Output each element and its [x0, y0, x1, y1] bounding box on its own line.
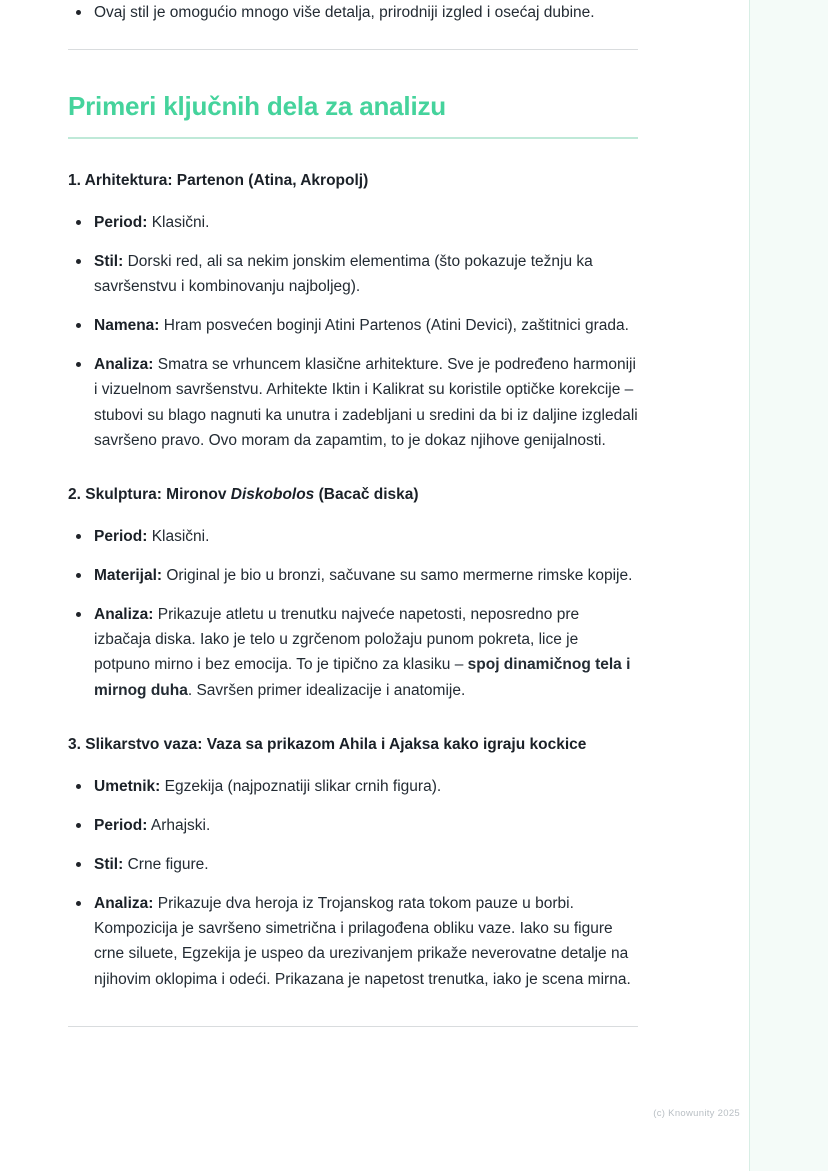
- heading-prefix: 2. Skulptura: Mironov: [68, 485, 231, 503]
- list-item: [68, 891, 638, 991]
- bullet-list-3: [68, 774, 638, 992]
- bullet-text-bold: spoj dinamičnog tela i mirnog duha: [94, 656, 631, 699]
- bullet-label: Period:: [94, 817, 148, 834]
- bullet-list-1: [68, 210, 638, 453]
- list-item: [68, 313, 638, 338]
- list-item: [68, 210, 638, 235]
- bullet-list-2: [68, 524, 638, 703]
- bullet-label: Stil:: [94, 856, 124, 874]
- heading-suffix: (Bacač diska): [314, 485, 419, 503]
- bullet-text-tail: . Savršen primer idealizacije i anatomije.: [187, 681, 466, 699]
- bullet-text: Egzekija (najpoznatiji slikar crnih figura).: [160, 777, 442, 795]
- bullet-text: Klasični.: [147, 527, 210, 545]
- bullet-label: Umetnik:: [94, 777, 161, 795]
- bullet-text: Arhajski.: [147, 817, 211, 834]
- bullet-label: Analiza:: [94, 356, 154, 374]
- heading-prefix: 3. Slikarstvo vaza: Vaza sa prikazom Ahila i Ajaksa kako igraju kockice: [68, 735, 587, 753]
- list-item: [68, 774, 638, 799]
- list-item: [68, 813, 638, 838]
- document-content: [68, 0, 638, 1027]
- bullet-text: Smatra se vrhuncem klasične arhitekture. Sve je podređeno harmoniji i vizuelnom savršenstvu. Arhitekte Iktin i Kalikrat su koristile optičke korekcije – stubovi su blago nagnuti ka unutra i zadebljani u sredini da bi iz daljine izgledali savršeno pravo. Ovo moram da zapamtim, to je dokaz njihove genijalnosti.: [94, 356, 638, 449]
- divider-bottom: [68, 1026, 638, 1027]
- subsection-heading-2: [68, 483, 638, 506]
- list-item: [68, 249, 638, 299]
- list-item: [68, 602, 638, 702]
- bullet-text: Prikazuje dva heroja iz Trojanskog rata tokom pauze u borbi. Kompozicija je savršeno simetrična i prilagođena obliku vaze. Iako su figure crne siluete, Egzekija je uspeo da urezivanjem prikaže neverovatne detalje na njihovim oklopima i odeći. Prikazana je napetost trenutka, iako je scena mirna.: [94, 895, 631, 988]
- bullet-text: Original je bio u bronzi, sačuvane su samo mermerne rimske kopije.: [162, 567, 633, 585]
- bullet-label: Analiza:: [94, 895, 154, 913]
- subsection-heading-1: [68, 169, 638, 192]
- bullet-label: Period:: [94, 527, 148, 545]
- heading-prefix: 1. Arhitektura: Partenon (Atina, Akropolj): [68, 171, 369, 189]
- bullet-label: Materijal:: [94, 567, 163, 585]
- list-item: [68, 352, 638, 452]
- heading-italic: Diskobolos: [230, 485, 315, 503]
- page-title: Primeri ključnih dela za analizu: [68, 91, 446, 122]
- bullet-text: Hram posvećen boginji Atini Partenos (Atini Devici), zaštitnici grada.: [159, 317, 629, 335]
- list-item: [68, 852, 638, 877]
- bullet-text: Klasični.: [147, 213, 210, 231]
- subsection-heading-3: [68, 733, 638, 756]
- bullet-text: Prikazuje atletu u trenutku najveće napetosti, neposredno pre izbačaja diska. Iako je telo u zgrčenom položaju punom pokreta, lice je potpuno mirno i bez emocija. To je tipično za klasiku –: [94, 606, 580, 674]
- bullet-text: Ovaj stil je omogućio mnogo više detalja, prirodniji izgled i osećaj dubine.: [94, 4, 595, 21]
- bullet-text: Crne figure.: [123, 856, 209, 874]
- list-item: [68, 524, 638, 549]
- list-item: [68, 563, 638, 588]
- title-underline: [68, 137, 638, 139]
- page-side-rail: [749, 0, 828, 1171]
- divider-top: [68, 49, 638, 50]
- list-item: [68, 0, 638, 25]
- bullet-label: Namena:: [94, 317, 160, 335]
- bullet-label: Analiza:: [94, 606, 154, 624]
- bullet-text: Dorski red, ali sa nekim jonskim elementima (što pokazuje težnju ka savršenstvu i kombinovanju najboljeg).: [94, 252, 593, 296]
- footer-copyright: (c) Knowunity 2025: [653, 1108, 740, 1119]
- bullet-label: Stil:: [94, 252, 124, 270]
- intro-bullet-list: [68, 0, 638, 25]
- bullet-label: Period:: [94, 213, 148, 231]
